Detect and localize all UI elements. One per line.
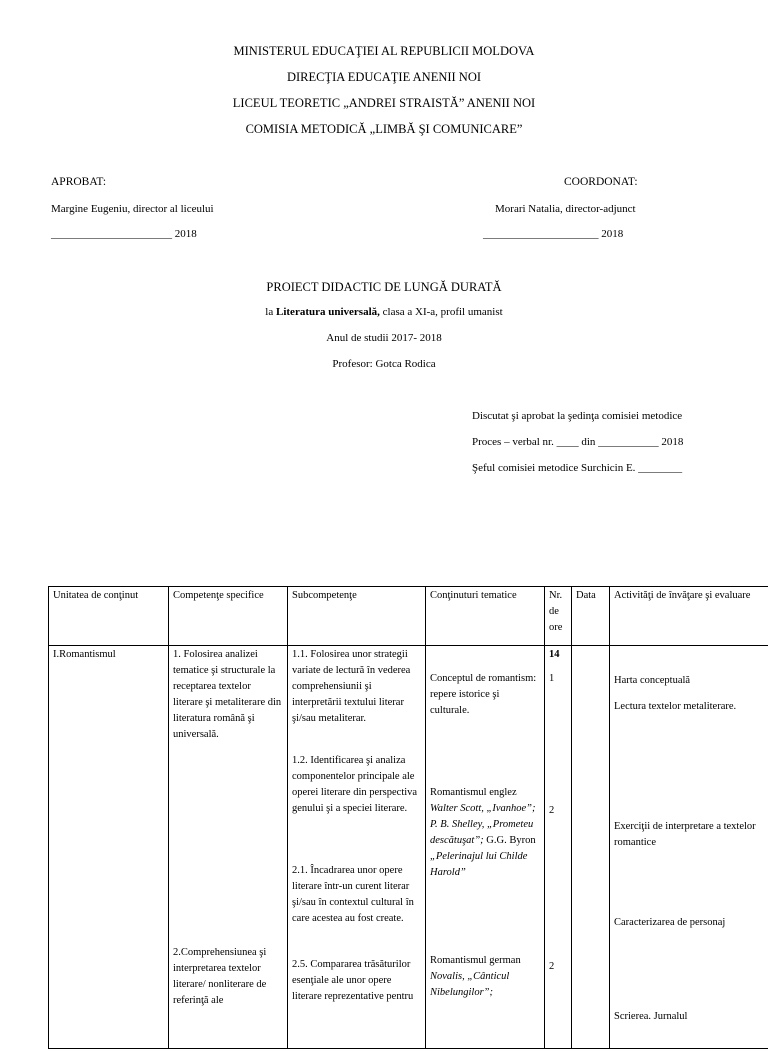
header-subcompetences: Subcompetenţe	[288, 587, 426, 646]
unit-title: I.Romantismul	[53, 647, 164, 663]
content-german-romanticism: Romantismul german Novalis, „Cânticul Nibelungilor”;	[430, 953, 540, 1001]
activity-writing: Scrierea. Jurnalul	[614, 1009, 768, 1025]
hours-total: 14	[549, 647, 567, 663]
competence-2: 2.Comprehensiunea şi interpretarea textelor literare/ nonliterare de referinţă ale	[173, 945, 283, 1009]
approved-label: APROBAT:	[51, 176, 106, 188]
study-year: Anul de studii 2017- 2018	[0, 332, 768, 344]
contents-cell	[426, 646, 545, 1049]
header-contents: Conţinuturi tematice	[426, 587, 545, 646]
subcompetence-2-5: 2.5. Compararea trăsăturilor esenţiale ale unor opere literare reprezentative pentru	[292, 957, 421, 1005]
hours-german: 2	[549, 959, 567, 975]
activity-concept-map: Harta conceptuală	[614, 673, 768, 689]
hours-english: 2	[549, 803, 567, 819]
teacher-name: Profesor: Gotca Rodica	[0, 358, 768, 370]
competence-1: 1. Folosirea analizei tematice şi structurale la receptarea textelor literare şi metaliterare din literatura română şi universală.	[173, 647, 283, 743]
unit-cell	[49, 646, 169, 1049]
approved-signature: ______________________ 2018	[51, 228, 197, 240]
hours-concept: 1	[549, 671, 567, 687]
coordinated-signature: _____________________ 2018	[483, 228, 623, 240]
subject-line: la Literatura universală, clasa a XI-a, profil umanist	[0, 306, 768, 318]
header-date: Data	[572, 587, 610, 646]
approved-name: Margine Eugeniu, director al liceului	[51, 203, 214, 215]
coordinated-name: Morari Natalia, director-adjunct	[495, 203, 636, 215]
commission-line: COMISIA METODICĂ „LIMBĂ ŞI COMUNICARE”	[0, 122, 768, 137]
table-row	[49, 646, 768, 1049]
commission-head-line: Şeful comisiei metodice Surchicin E. ________	[472, 462, 682, 474]
header-hours: Nr. de ore	[545, 587, 572, 646]
school-line: LICEUL TEORETIC „ANDREI STRAISTĂ” ANENII NOI	[0, 96, 768, 111]
header-competences: Competenţe specifice	[169, 587, 288, 646]
coordinated-label: COORDONAT:	[564, 176, 638, 188]
subcompetence-2-1: 2.1. Încadrarea unor opere literare într-un curent literar şi/sau în contextul cultural în care acestea au fost create.	[292, 863, 421, 927]
minutes-line: Proces – verbal nr. ____ din ___________ 2018	[472, 436, 683, 448]
subcompetences-cell	[288, 646, 426, 1049]
activity-reading: Lectura textelor metaliterare.	[614, 699, 768, 715]
planning-table	[48, 586, 768, 1049]
ministry-line: MINISTERUL EDUCAŢIEI AL REPUBLICII MOLDOVA	[0, 44, 768, 59]
table-header-row	[49, 587, 768, 646]
activity-characterization: Caracterizarea de personaj	[614, 915, 768, 931]
activities-cell	[610, 646, 768, 1049]
date-cell	[572, 646, 610, 1049]
content-concept: Conceptul de romantism: repere istorice şi culturale.	[430, 671, 540, 719]
hours-cell	[545, 646, 572, 1049]
discussion-line: Discutat şi aprobat la şedinţa comisiei metodice	[472, 410, 682, 422]
subcompetence-1-1: 1.1. Folosirea unor strategii variate de lectură în vederea comprehensiunii şi interpretării textului literar şi/sau metaliterar.	[292, 647, 421, 727]
content-english-romanticism: Romantismul englez Walter Scott, „Ivanhoe”; P. B. Shelley, „Prometeu descătuşat”; G.G. Byron „Pelerinajul lui Childe Harold”	[430, 785, 540, 881]
competences-cell	[169, 646, 288, 1049]
header-activities: Activităţi de învăţare şi evaluare	[610, 587, 768, 646]
subcompetence-1-2: 1.2. Identificarea şi analiza componentelor principale ale operei literare din perspectiva genului şi a speciei literare.	[292, 753, 421, 817]
header-unit: Unitatea de conţinut	[49, 587, 169, 646]
activity-interpretation: Exerciţii de interpretare a textelor romantice	[614, 819, 768, 851]
document-title: PROIECT DIDACTIC DE LUNGĂ DURATĂ	[0, 280, 768, 295]
directorate-line: DIRECŢIA EDUCAŢIE ANENII NOI	[0, 70, 768, 85]
